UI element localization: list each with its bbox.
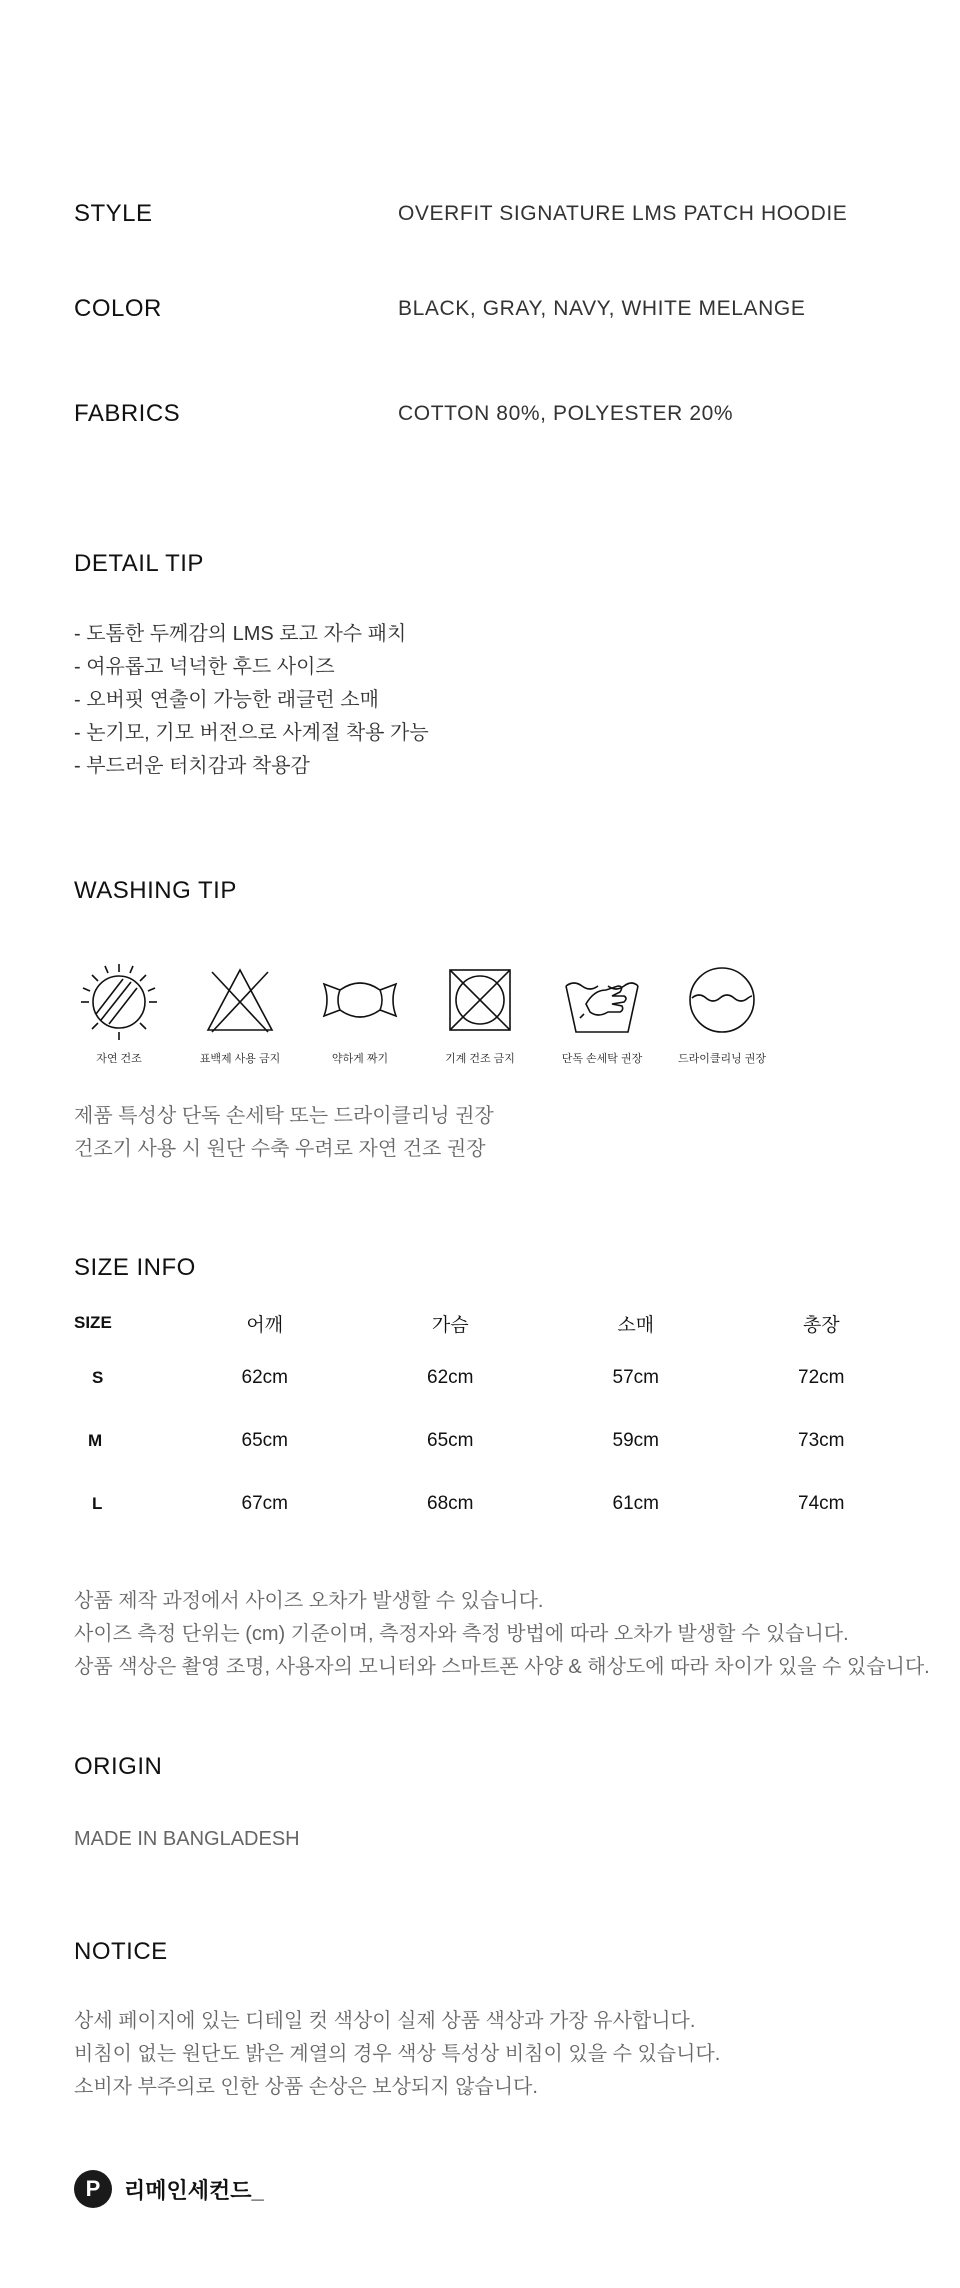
notice-line: 소비자 부주의로 인한 상품 손상은 보상되지 않습니다. [74,2076,538,2098]
washing-notes [74,1100,494,1166]
table-row [74,1346,914,1409]
washing-icon-caption: 드라이클리닝 권장 [677,1053,767,1065]
fabrics-value: COTTON 80%, POLYESTER 20% [398,402,734,425]
washing-icon-caption: 약하게 짜기 [331,1053,389,1065]
origin-value: MADE IN BANGLADESH [74,1828,300,1850]
detail-tip-item: - 도톰한 두께감의 LMS 로고 자수 패치 [74,623,407,645]
washing-icon-caption: 표백제 사용 금지 [199,1053,281,1065]
washing-icon-item [64,960,174,1066]
washing-icon-caption: 자연 건조 [96,1053,142,1065]
size-note: 사이즈 측정 단위는 (cm) 기준이며, 측정자와 측정 방법에 따라 오차가 발생할 수 있습니다. [74,1623,849,1645]
brand-mark-icon: P [74,2170,112,2208]
detail-tip-item: - 논기모, 기모 버전으로 사계절 착용 가능 [74,722,429,744]
table-cell: 59cm [612,1429,659,1451]
gentle-wring-icon [320,960,400,1040]
shoulder-column-header: 어깨 [246,1314,284,1336]
table-cell: 73cm [798,1429,845,1451]
size-column-header: SIZE [74,1313,112,1332]
size-cell: M [88,1430,103,1450]
table-cell: 68cm [427,1492,474,1514]
detail-tip-item: - 부드러운 터치감과 착용감 [74,755,310,777]
detail-tip-heading: DETAIL TIP [74,550,204,577]
detail-tip-item: - 오버핏 연출이 가능한 래글런 소매 [74,689,379,711]
dry-clean-icon [682,960,762,1040]
sun-dry-icon [79,960,159,1040]
size-cell: S [92,1367,104,1387]
size-cell: L [92,1493,103,1513]
style-value: OVERFIT SIGNATURE LMS PATCH HOODIE [398,202,848,225]
color-label: COLOR [74,295,162,322]
size-note: 상품 제작 과정에서 사이즈 오차가 발생할 수 있습니다. [74,1590,544,1612]
sleeve-column-header: 소매 [617,1314,655,1336]
hand-wash-icon [562,960,642,1040]
washing-icon-caption: 단독 손세탁 권장 [561,1053,643,1065]
washing-icon-item [185,960,295,1066]
washing-icon-item [667,960,777,1066]
fabrics-label: FABRICS [74,400,181,427]
size-table [74,1300,914,1535]
notice-line: 비침이 없는 원단도 밝은 계열의 경우 색상 특성상 비침이 있을 수 있습니다. [74,2043,721,2065]
table-row [74,1472,914,1535]
table-cell: 65cm [427,1429,474,1451]
no-bleach-icon [200,960,280,1040]
table-cell: 65cm [241,1429,288,1451]
no-tumble-dry-icon [440,960,520,1040]
table-cell: 62cm [241,1366,288,1388]
table-cell: 62cm [427,1366,474,1388]
washing-note: 건조기 사용 시 원단 수축 우려로 자연 건조 권장 [74,1138,486,1160]
notice-line: 상세 페이지에 있는 디테일 컷 색상이 실제 상품 색상과 가장 유사합니다. [74,2010,696,2032]
style-label: STYLE [74,200,153,227]
washing-icon-item [547,960,657,1066]
length-column-header: 총장 [802,1314,840,1336]
table-row [74,1409,914,1472]
size-note: 상품 색상은 촬영 조명, 사용자의 모니터와 스마트폰 사양 & 해상도에 따라 차이가 있을 수 있습니다. [74,1656,930,1678]
table-cell: 67cm [241,1492,288,1514]
table-cell: 74cm [798,1492,845,1514]
brand-logo [74,2170,264,2208]
washing-icon-caption: 기계 건조 금지 [445,1053,515,1065]
chest-column-header: 가슴 [431,1314,469,1336]
brand-name: 리메인세컨드_ [124,2177,264,2203]
table-cell: 61cm [612,1492,659,1514]
table-cell: 57cm [612,1366,659,1388]
color-value: BLACK, GRAY, NAVY, WHITE MELANGE [398,297,806,320]
origin-heading: ORIGIN [74,1753,163,1780]
size-notes [74,1585,930,1684]
size-info-heading: SIZE INFO [74,1254,196,1281]
washing-tip-heading: WASHING TIP [74,877,237,904]
table-cell: 72cm [798,1366,845,1388]
notice-heading: NOTICE [74,1938,168,1965]
washing-icon-item [305,960,415,1066]
size-table-header-row [74,1300,914,1346]
notice-list [74,2005,720,2104]
detail-tip-item: - 여유롭고 넉넉한 후드 사이즈 [74,656,335,678]
washing-icon-item [425,960,535,1066]
detail-tip-list [74,618,429,783]
washing-note: 제품 특성상 단독 손세탁 또는 드라이클리닝 권장 [74,1105,494,1127]
